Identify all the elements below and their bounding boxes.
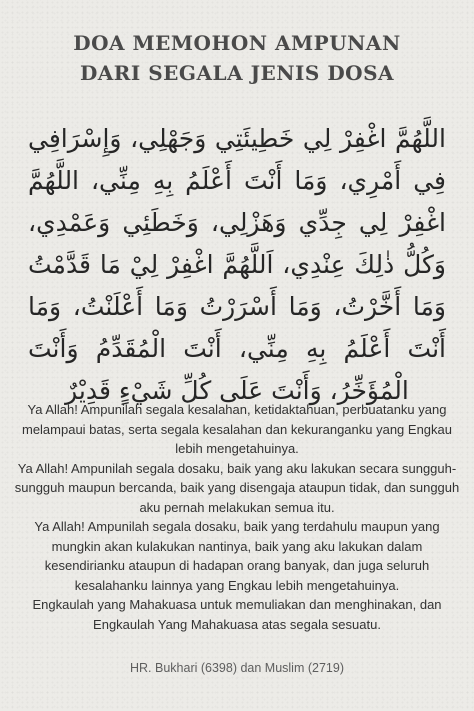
translation-paragraph: Ya Allah! Ampunilah segala dosaku, baik yang terdahulu maupun yang mungkin akan kulakukan nantinya, baik yang aku lakukan dalam kesendirianku ataupun di hadapan orang banyak, dan juga seluruh kesalahanku lainnya yang Engkau lebih mengetahuinya. (34, 519, 440, 593)
translation-paragraph: Ya Allah! Ampunilah segala dosaku, baik yang aku lakukan secara sungguh-sungguh maupun bercanda, baik yang disengaja ataupun tidak, dan sungguh aku pernah melakukan semua itu. (14, 460, 460, 515)
title-line-1: DOA MEMOHON AMPUNAN (73, 31, 401, 55)
title-line-2: DARI SEGALA JENIS DOSA (79, 61, 395, 85)
translation-paragraph: Ya Allah! Ampunilah segala kesalahan, ketidaktahuan, perbuatanku yang melampaui batas, serta segala kesalahan dan kekuranganku yang Engkau lebih mengetahuinya. (21, 402, 452, 456)
translation-block (14, 400, 460, 634)
hadith-source: HR. Bukhari (6398) dan Muslim (2719) (130, 661, 344, 675)
translation-paragraph: Engkaulah yang Mahakuasa untuk memuliakan dan menghinakan, dan Engkaulah Yang Mahakuasa atas segala sesuatu. (32, 597, 442, 632)
page-title (0, 28, 474, 88)
arabic-prayer-text: اللَّهُمَّ اغْفِرْ لِي خَطِيئَتِي وَجَهْلِي، وَإِسْرَافِي فِي أَمْرِي، وَمَا أَنْتَ أَعْلَمُ بِهِ مِنِّي، اللَّهُمَّ اغْفِرْ لِي جِدِّي وَهَزْلِي، وَخَطَئِي وَعَمْدِي، وَكُلُّ ذٰلِكَ عِنْدِي، اَللَّهُمَّ اغْفِرْ لِيْ مَا قَدَّمْتُ وَمَا أَخَّرْتُ، وَمَا أَسْرَرْتُ وَمَا أَعْلَنْتُ، وَمَا أَنْتَ أَعْلَمُ بِهِ مِنِّي، أَنْتَ الْمُقَدِّمُ وَأَنْتَ الْمُؤَخِّرُ، وَأَنْتَ عَلَى كُلِّ شَيْءٍ قَدِيْرٌ (28, 124, 446, 405)
